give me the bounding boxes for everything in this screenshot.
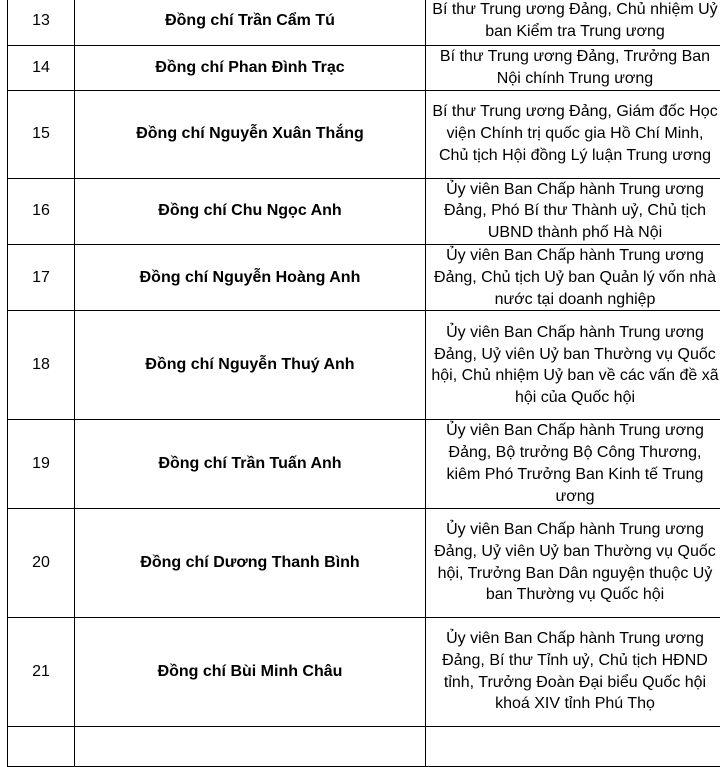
row-number: 14 xyxy=(8,46,75,91)
delegate-name: Đồng chí Phan Đình Trạc xyxy=(75,46,426,91)
row-number: 16 xyxy=(8,178,75,244)
table-row xyxy=(8,420,720,508)
table-row xyxy=(8,178,720,244)
table-row xyxy=(8,46,720,91)
row-number: 19 xyxy=(8,420,75,508)
delegate-name-empty xyxy=(75,726,426,766)
delegate-role: Bí thư Trung ương Đảng, Giám đốc Học viện Chính trị quốc gia Hồ Chí Minh, Chủ tịch Hội đồng Lý luận Trung ương xyxy=(426,90,720,178)
delegate-role: Bí thư Trung ương Đảng, Chủ nhiệm Uỷ ban Kiểm tra Trung ương xyxy=(426,0,720,46)
table-row xyxy=(8,0,720,46)
table-row xyxy=(8,311,720,420)
row-number: 15 xyxy=(8,90,75,178)
delegate-name: Đồng chí Trần Tuấn Anh xyxy=(75,420,426,508)
row-number: 13 xyxy=(8,0,75,46)
delegate-role: Ủy viên Ban Chấp hành Trung ương Đảng, Uỷ viên Uỷ ban Thường vụ Quốc hội, Trưởng Ban Dân nguyện thuộc Uỷ ban Thường vụ Quốc hội xyxy=(426,508,720,617)
row-number: 21 xyxy=(8,617,75,726)
row-number: 17 xyxy=(8,244,75,310)
delegate-role: Ủy viên Ban Chấp hành Trung ương Đảng, Phó Bí thư Thành uỷ, Chủ tịch UBND thành phố Hà Nội xyxy=(426,178,720,244)
row-number: 18 xyxy=(8,311,75,420)
table-row xyxy=(8,90,720,178)
delegate-role: Ủy viên Ban Chấp hành Trung ương Đảng, Bí thư Tỉnh uỷ, Chủ tịch HĐND tỉnh, Trưởng Đoàn Đại biểu Quốc hội khoá XIV tỉnh Phú Thọ xyxy=(426,617,720,726)
table-row xyxy=(8,508,720,617)
delegate-name: Đồng chí Dương Thanh Bình xyxy=(75,508,426,617)
table-row xyxy=(8,244,720,310)
delegate-name: Đồng chí Bùi Minh Châu xyxy=(75,617,426,726)
delegate-name: Đồng chí Trần Cẩm Tú xyxy=(75,0,426,46)
delegate-name: Đồng chí Nguyễn Thuý Anh xyxy=(75,311,426,420)
row-number: 20 xyxy=(8,508,75,617)
row-number-empty xyxy=(8,726,75,766)
delegate-role: Bí thư Trung ương Đảng, Trưởng Ban Nội chính Trung ương xyxy=(426,46,720,91)
delegate-role-empty xyxy=(426,726,720,766)
table-row xyxy=(8,617,720,726)
delegate-name: Đồng chí Nguyễn Hoàng Anh xyxy=(75,244,426,310)
delegate-role: Ủy viên Ban Chấp hành Trung ương Đảng, Chủ tịch Uỷ ban Quản lý vốn nhà nước tại doanh nghiệp xyxy=(426,244,720,310)
table-row-partial xyxy=(8,726,720,766)
delegate-name: Đồng chí Nguyễn Xuân Thắng xyxy=(75,90,426,178)
delegate-name: Đồng chí Chu Ngọc Anh xyxy=(75,178,426,244)
delegate-role: Ủy viên Ban Chấp hành Trung ương Đảng, Bộ trưởng Bộ Công Thương, kiêm Phó Trưởng Ban Kinh tế Trung ương xyxy=(426,420,720,508)
delegates-table xyxy=(7,0,720,767)
delegate-role: Ủy viên Ban Chấp hành Trung ương Đảng, Uỷ viên Uỷ ban Thường vụ Quốc hội, Chủ nhiệm Uỷ ban về các vấn đề xã hội của Quốc hội xyxy=(426,311,720,420)
